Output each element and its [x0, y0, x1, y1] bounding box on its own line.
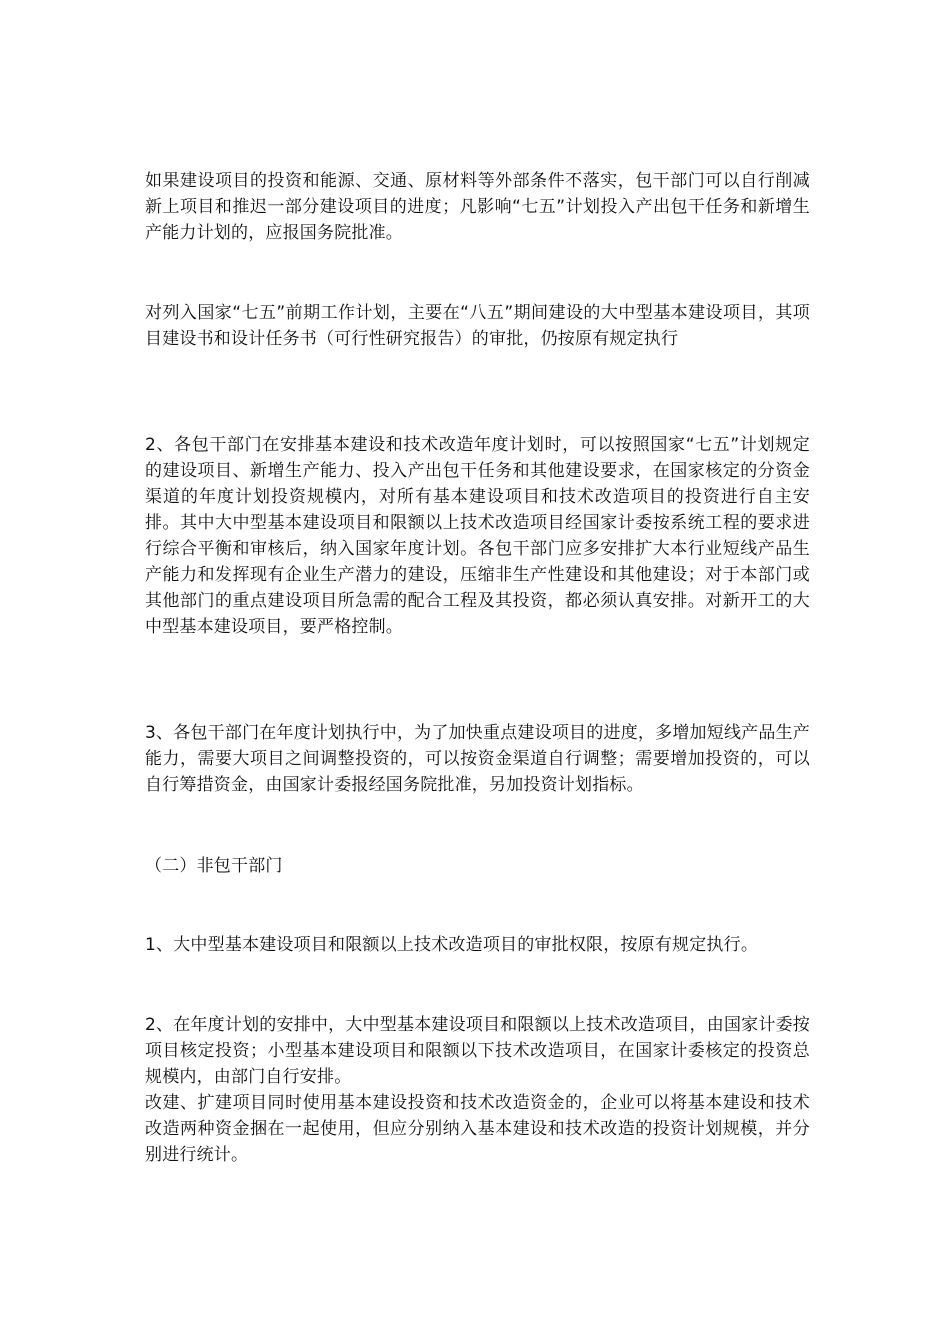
- paragraph-combined-funds: 改建、扩建项目同时使用基本建设投资和技术改造资金的，企业可以将基本建设和技术改造两种资金捆在一起使用，但应分别纳入基本建设和技术改造的投资计划规模，并分别进行统计。: [145, 1093, 810, 1165]
- section-heading-non-contract-departments: （二）非包干部门: [145, 856, 283, 876]
- paragraph-plan-execution-adjustment: 3、各包干部门在年度计划执行中，为了加快重点建设项目的进度，多增加短线产品生产能力，需要大项目之间调整投资的，可以按资金渠道自行调整；需要增加投资的，可以自行筹措资金，由国家计委报经国务院批准，另加投资计划指标。: [145, 723, 810, 795]
- paragraph-approval-authority: 1、大中型基本建设项目和限额以上技术改造项目的审批权限，按原有规定执行。: [145, 935, 759, 955]
- paragraph-external-conditions: 如果建设项目的投资和能源、交通、原材料等外部条件不落实，包干部门可以自行削减新上项目和推迟一部分建设项目的进度；凡影响“七五”计划投入产出包干任务和新增生产能力计划的，应报国务院批准。: [145, 171, 810, 243]
- paragraph-eighth-plan-projects: 对列入国家“七五”前期工作计划，主要在“八五”期间建设的大中型基本建设项目，其项目建设书和设计任务书（可行性研究报告）的审批，仍按原有规定执行: [145, 303, 810, 349]
- paragraph-annual-plan-arrangement: 2、各包干部门在安排基本建设和技术改造年度计划时，可以按照国家“七五”计划规定的建设项目、新增生产能力、投入产出包干任务和其他建设要求，在国家核定的分资金渠道的年度计划投资规模内，对所有基本建设项目和技术改造项目的投资进行自主安排。其中大中型基本建设项目和限额以上技术改造项目经国家计委按系统工程的要求进行综合平衡和审核后，纳入国家年度计划。各包干部门应多安排扩大本行业短线产品生产能力和发挥现有企业生产潜力的建设，压缩非生产性建设和其他建设；对于本部门或其他部门的重点建设项目所急需的配合工程及其投资，都必须认真安排。对新开工的大中型基本建设项目，要严格控制。: [145, 435, 810, 637]
- paragraph-annual-plan-investment: 2、在年度计划的安排中，大中型基本建设项目和限额以上技术改造项目，由国家计委按项目核定投资；小型基本建设项目和限额以下技术改造项目，在国家计委核定的投资总规模内，由部门自行安排。: [145, 1015, 810, 1087]
